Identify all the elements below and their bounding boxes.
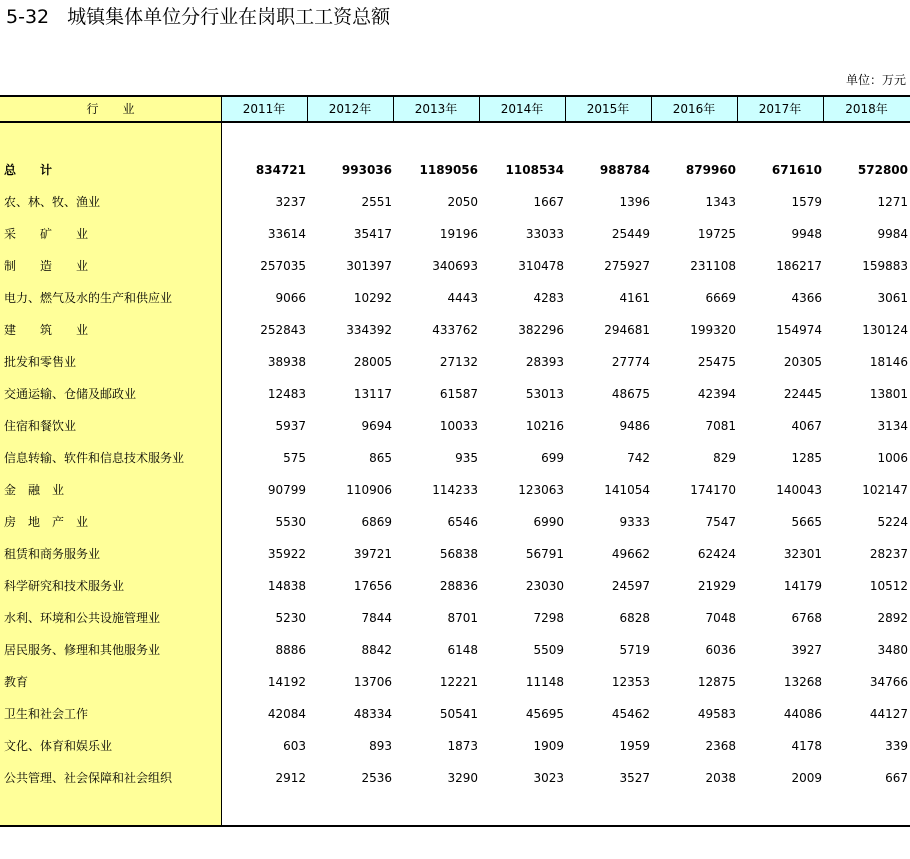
table-cell: 45695 xyxy=(525,707,564,721)
table-cell: 5530 xyxy=(275,515,306,529)
table-cell: 28237 xyxy=(869,547,908,561)
table-cell: 7298 xyxy=(533,611,564,625)
table-cell: 1909 xyxy=(533,739,564,753)
table-cell: 56791 xyxy=(525,547,564,561)
table-cell: 5509 xyxy=(533,643,564,657)
table-cell: 1667 xyxy=(533,195,564,209)
table-cell: 1271 xyxy=(877,195,908,209)
table-cell: 9486 xyxy=(619,419,650,433)
table-cell: 17656 xyxy=(353,579,392,593)
table-cell: 123063 xyxy=(518,483,564,497)
table-row xyxy=(0,538,910,570)
table-cell: 699 xyxy=(541,451,564,465)
table-cell: 8842 xyxy=(361,643,392,657)
table-cell: 24597 xyxy=(611,579,650,593)
table-cell: 4178 xyxy=(791,739,822,753)
table-cell: 18146 xyxy=(869,355,908,369)
table-row xyxy=(0,186,910,218)
table-cell: 834721 xyxy=(255,163,306,177)
table-cell: 13706 xyxy=(353,675,392,689)
table-cell: 339 xyxy=(885,739,908,753)
row-label: 信息转输、软件和信息技术服务业 xyxy=(4,451,185,465)
table-cell: 21929 xyxy=(697,579,736,593)
table-cell: 865 xyxy=(369,451,392,465)
table-cell: 8886 xyxy=(275,643,306,657)
row-label: 卫生和社会工作 xyxy=(4,707,89,721)
row-label: 交通运输、仓储及邮政业 xyxy=(4,387,137,401)
table-cell: 10216 xyxy=(525,419,564,433)
row-label: 总 计 xyxy=(4,163,53,177)
table-cell: 33033 xyxy=(525,227,564,241)
table-cell: 6669 xyxy=(705,291,736,305)
table-cell: 301397 xyxy=(346,259,392,273)
table-cell: 667 xyxy=(885,771,908,785)
table-cell: 49583 xyxy=(697,707,736,721)
table-row xyxy=(0,346,910,378)
table-cell: 2892 xyxy=(877,611,908,625)
table-cell: 11148 xyxy=(525,675,564,689)
table-row xyxy=(0,250,910,282)
table-cell: 3061 xyxy=(877,291,908,305)
table-cell: 13801 xyxy=(869,387,908,401)
table-row xyxy=(0,410,910,442)
table-cell: 3237 xyxy=(275,195,306,209)
table-cell: 14192 xyxy=(267,675,306,689)
table-cell: 186217 xyxy=(776,259,822,273)
table-cell: 27132 xyxy=(439,355,478,369)
table-cell: 9333 xyxy=(619,515,650,529)
table-cell: 33614 xyxy=(267,227,306,241)
row-label: 农、林、牧、渔业 xyxy=(4,195,101,209)
total-row xyxy=(0,154,910,186)
row-label: 制 造 业 xyxy=(4,259,89,273)
table-cell: 50541 xyxy=(439,707,478,721)
table-cell: 199320 xyxy=(690,323,736,337)
header-year: 2013年 xyxy=(414,102,458,116)
unit-label: 单位：万元 xyxy=(845,73,906,87)
table-cell: 7081 xyxy=(705,419,736,433)
table-cell: 27774 xyxy=(611,355,650,369)
table-cell: 3134 xyxy=(877,419,908,433)
row-label: 房 地 产 业 xyxy=(4,515,89,529)
table-cell: 572800 xyxy=(857,163,908,177)
table-cell: 231108 xyxy=(690,259,736,273)
row-label: 科学研究和技术服务业 xyxy=(4,579,125,593)
table-number: 5-32 xyxy=(6,6,50,28)
table-cell: 12875 xyxy=(697,675,736,689)
header-industry: 行 业 xyxy=(86,102,135,116)
table-row xyxy=(0,570,910,602)
table-cell: 56838 xyxy=(439,547,478,561)
table-cell: 110906 xyxy=(346,483,392,497)
table-cell: 575 xyxy=(283,451,306,465)
table-cell: 9066 xyxy=(275,291,306,305)
table-cell: 14179 xyxy=(783,579,822,593)
table-cell: 671610 xyxy=(771,163,822,177)
table-row xyxy=(0,666,910,698)
table-cell: 45462 xyxy=(611,707,650,721)
table-cell: 5665 xyxy=(791,515,822,529)
table-cell: 2050 xyxy=(447,195,478,209)
table-cell: 4283 xyxy=(533,291,564,305)
table-cell: 382296 xyxy=(518,323,564,337)
table-cell: 7048 xyxy=(705,611,736,625)
table-cell: 62424 xyxy=(697,547,736,561)
row-label: 公共管理、社会保障和社会组织 xyxy=(4,771,173,785)
table-cell: 4366 xyxy=(791,291,822,305)
header-year: 2018年 xyxy=(845,102,888,116)
table-cell: 8701 xyxy=(447,611,478,625)
table-cell: 1108534 xyxy=(505,163,564,177)
table-cell: 35922 xyxy=(267,547,306,561)
row-label: 批发和零售业 xyxy=(4,355,77,369)
table-cell: 433762 xyxy=(432,323,478,337)
table-cell: 44086 xyxy=(783,707,822,721)
table-title-text: 城镇集体单位分行业在岗职工工资总额 xyxy=(67,6,391,28)
table-row xyxy=(0,314,910,346)
table-cell: 141054 xyxy=(604,483,650,497)
row-label: 电力、燃气及水的生产和供应业 xyxy=(4,291,173,305)
table-cell: 159883 xyxy=(862,259,908,273)
table-cell: 6546 xyxy=(447,515,478,529)
table-cell: 90799 xyxy=(267,483,306,497)
row-label: 住宿和餐饮业 xyxy=(4,419,77,433)
table-cell: 5937 xyxy=(275,419,306,433)
table-cell: 1579 xyxy=(791,195,822,209)
table-cell: 10292 xyxy=(353,291,392,305)
header-year: 2014年 xyxy=(500,102,544,116)
table-cell: 334392 xyxy=(346,323,392,337)
table-cell: 130124 xyxy=(862,323,908,337)
header-year: 2011年 xyxy=(242,102,286,116)
table-cell: 53013 xyxy=(525,387,564,401)
table-cell: 1006 xyxy=(877,451,908,465)
row-label: 居民服务、修理和其他服务业 xyxy=(4,643,161,657)
table-cell: 893 xyxy=(369,739,392,753)
table-cell: 993036 xyxy=(341,163,392,177)
table-cell: 32301 xyxy=(783,547,822,561)
table-cell: 13268 xyxy=(783,675,822,689)
table-cell: 12353 xyxy=(611,675,650,689)
table-cell: 1959 xyxy=(619,739,650,753)
table-cell: 6036 xyxy=(705,643,736,657)
bottom-rule xyxy=(0,825,910,827)
table-cell: 174170 xyxy=(690,483,736,497)
table-cell: 2038 xyxy=(705,771,736,785)
table-cell: 7844 xyxy=(361,611,392,625)
table-cell: 6148 xyxy=(447,643,478,657)
table-cell: 48334 xyxy=(353,707,392,721)
table-row xyxy=(0,730,910,762)
row-label: 租赁和商务服务业 xyxy=(4,547,101,561)
row-label: 教育 xyxy=(4,675,29,689)
row-label: 建 筑 业 xyxy=(4,323,89,337)
table-row xyxy=(0,442,910,474)
table-cell: 114233 xyxy=(432,483,478,497)
table-cell: 1285 xyxy=(791,451,822,465)
table-cell: 310478 xyxy=(518,259,564,273)
header-year: 2017年 xyxy=(758,102,802,116)
header-year: 2012年 xyxy=(328,102,372,116)
table-cell: 879960 xyxy=(685,163,736,177)
table-cell: 9694 xyxy=(361,419,392,433)
table-cell: 48675 xyxy=(611,387,650,401)
table-cell: 1343 xyxy=(705,195,736,209)
table-cell: 3527 xyxy=(619,771,650,785)
table-cell: 6990 xyxy=(533,515,564,529)
table-cell: 154974 xyxy=(776,323,822,337)
table-cell: 4067 xyxy=(791,419,822,433)
table-cell: 102147 xyxy=(862,483,908,497)
table-row xyxy=(0,634,910,666)
table-cell: 28836 xyxy=(439,579,478,593)
table-cell: 28005 xyxy=(353,355,392,369)
table-cell: 25475 xyxy=(697,355,736,369)
table-row xyxy=(0,474,910,506)
table-cell: 4443 xyxy=(447,291,478,305)
table-cell: 20305 xyxy=(783,355,822,369)
table-cell: 2551 xyxy=(361,195,392,209)
table-row xyxy=(0,282,910,314)
table-cell: 1873 xyxy=(447,739,478,753)
table-cell: 6768 xyxy=(791,611,822,625)
table-cell: 39721 xyxy=(353,547,392,561)
table-cell: 829 xyxy=(713,451,736,465)
table-cell: 2009 xyxy=(791,771,822,785)
table-cell: 3927 xyxy=(791,643,822,657)
table-row xyxy=(0,218,910,250)
table-cell: 4161 xyxy=(619,291,650,305)
table-cell: 35417 xyxy=(353,227,392,241)
table-row xyxy=(0,698,910,730)
table-cell: 42394 xyxy=(697,387,736,401)
table-cell: 49662 xyxy=(611,547,650,561)
table-cell: 28393 xyxy=(525,355,564,369)
table-cell: 25449 xyxy=(611,227,650,241)
table-cell: 2912 xyxy=(275,771,306,785)
row-label: 文化、体育和娱乐业 xyxy=(4,739,113,753)
table-cell: 3480 xyxy=(877,643,908,657)
table-cell: 12483 xyxy=(267,387,306,401)
header-year: 2016年 xyxy=(672,102,716,116)
row-label: 水利、环境和公共设施管理业 xyxy=(4,611,161,625)
table-row xyxy=(0,762,910,794)
table-cell: 340693 xyxy=(432,259,478,273)
table-cell: 2536 xyxy=(361,771,392,785)
table-cell: 7547 xyxy=(705,515,736,529)
table-title xyxy=(6,5,390,29)
table-cell: 14838 xyxy=(267,579,306,593)
table-cell: 6828 xyxy=(619,611,650,625)
table-cell: 6869 xyxy=(361,515,392,529)
table-cell: 935 xyxy=(455,451,478,465)
table-cell: 23030 xyxy=(525,579,564,593)
table-cell: 10033 xyxy=(439,419,478,433)
table-cell: 257035 xyxy=(260,259,306,273)
table-cell: 38938 xyxy=(267,355,306,369)
table-cell: 22445 xyxy=(783,387,822,401)
table-cell: 61587 xyxy=(439,387,478,401)
table-cell: 19196 xyxy=(439,227,478,241)
table-cell: 13117 xyxy=(353,387,392,401)
table-cell: 12221 xyxy=(439,675,478,689)
header-year: 2015年 xyxy=(586,102,630,116)
table-cell: 9984 xyxy=(877,227,908,241)
table-cell: 19725 xyxy=(697,227,736,241)
row-label: 采 矿 业 xyxy=(4,227,89,241)
table-cell: 988784 xyxy=(599,163,650,177)
table-cell: 275927 xyxy=(604,259,650,273)
table-cell: 5230 xyxy=(275,611,306,625)
table-cell: 44127 xyxy=(869,707,908,721)
table-cell: 603 xyxy=(283,739,306,753)
table-cell: 742 xyxy=(627,451,650,465)
table-row xyxy=(0,602,910,634)
table-cell: 9948 xyxy=(791,227,822,241)
table-cell: 294681 xyxy=(604,323,650,337)
table-cell: 140043 xyxy=(776,483,822,497)
table-cell: 10512 xyxy=(869,579,908,593)
table-cell: 252843 xyxy=(260,323,306,337)
table-row xyxy=(0,378,910,410)
table-cell: 34766 xyxy=(869,675,908,689)
table-cell: 1189056 xyxy=(419,163,478,177)
table-cell: 3290 xyxy=(447,771,478,785)
table-cell: 42084 xyxy=(267,707,306,721)
table-cell: 1396 xyxy=(619,195,650,209)
row-label: 金 融 业 xyxy=(4,483,65,497)
table-cell: 5224 xyxy=(877,515,908,529)
table-cell: 2368 xyxy=(705,739,736,753)
table-row xyxy=(0,506,910,538)
table-cell: 5719 xyxy=(619,643,650,657)
table-cell: 3023 xyxy=(533,771,564,785)
